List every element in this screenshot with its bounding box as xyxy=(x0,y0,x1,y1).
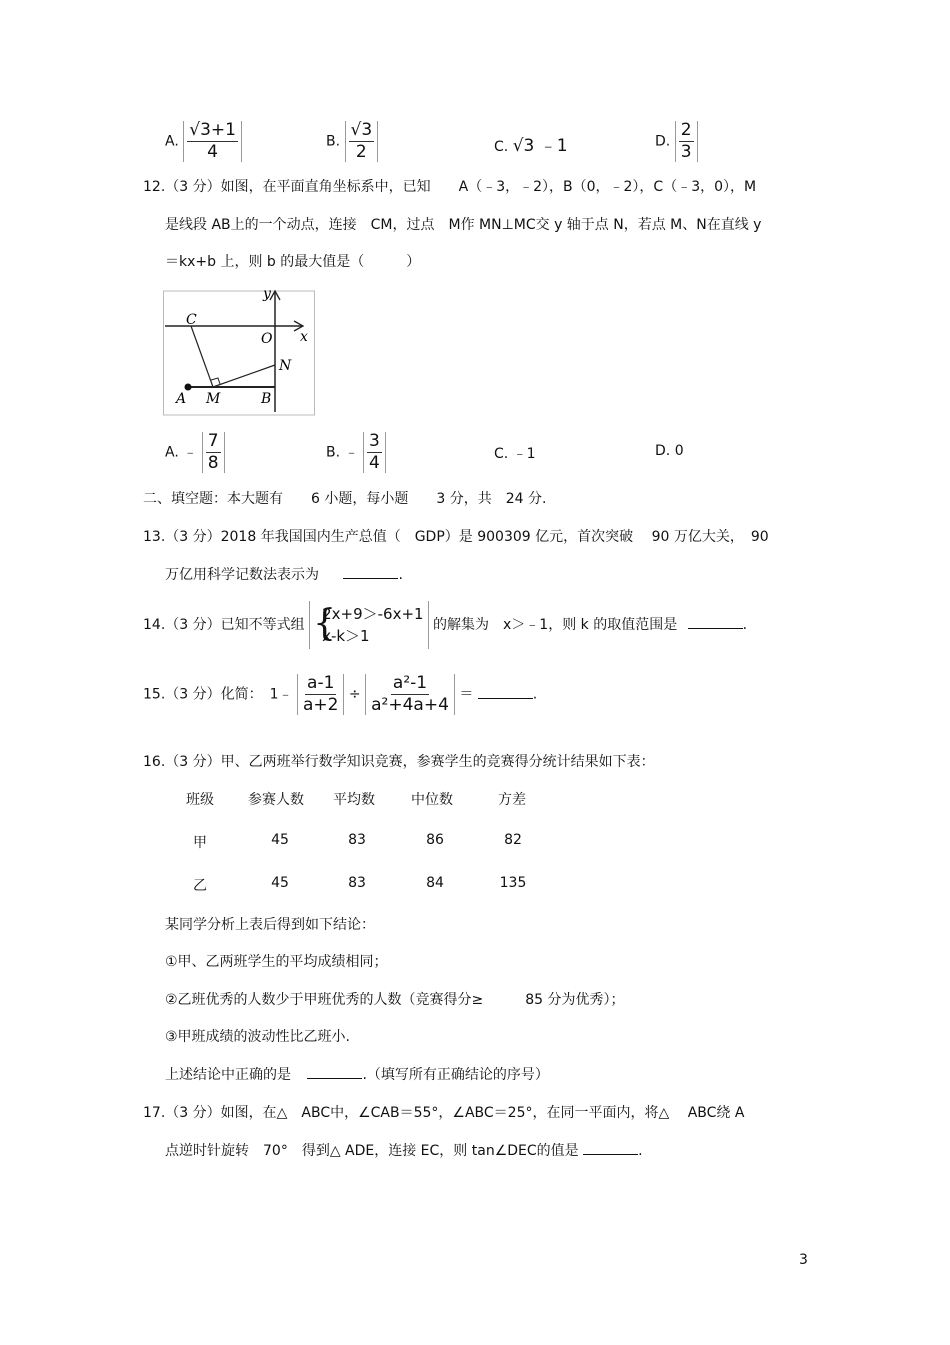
label-o: O xyxy=(261,331,273,347)
denominator: 4 xyxy=(207,142,218,162)
right-angle-mark xyxy=(211,378,220,384)
q12-option-b xyxy=(326,432,386,473)
segment-mn xyxy=(213,365,275,387)
numerator: 3 xyxy=(368,431,380,451)
label-a: A xyxy=(176,391,187,407)
q16-answer-prefix: 上述结论中正确的是 xyxy=(165,1067,291,1083)
q11-option-a xyxy=(165,121,242,162)
q11-option-b xyxy=(326,121,378,162)
label-y: y xyxy=(263,288,271,302)
inequality-system xyxy=(309,601,428,649)
label-b: B xyxy=(261,391,272,407)
q16-conclusion-1: ①甲、乙两班学生的平均成绩相同； xyxy=(165,954,388,970)
denominator: 8 xyxy=(207,453,219,473)
q13-text: 万亿用科学记数法表示为 xyxy=(165,567,319,583)
table-cell: 乙 xyxy=(193,878,207,894)
table-header: 方差 xyxy=(498,792,526,808)
denominator: 4 xyxy=(368,453,380,473)
table-cell: 86 xyxy=(426,832,444,848)
fraction xyxy=(202,432,225,473)
fraction xyxy=(183,121,242,162)
q12-option-c xyxy=(494,443,536,463)
q13-line2 xyxy=(165,564,403,584)
numerator: √3+1 xyxy=(189,120,236,140)
divide-sign: ÷ xyxy=(348,686,361,703)
denominator: 2 xyxy=(355,142,367,162)
table-cell: 82 xyxy=(504,832,522,848)
section-heading: 二、填空题：本大题有 6 小题，每小题 3 分，共 24 分. xyxy=(143,491,547,507)
equals-sign: ＝ xyxy=(459,686,474,703)
table-header: 平均数 xyxy=(333,792,375,808)
fraction xyxy=(297,674,344,715)
q16-conclusion-3: ③甲班成绩的波动性比乙班小. xyxy=(165,1029,351,1045)
fraction xyxy=(365,674,455,715)
figure-border xyxy=(164,291,315,415)
q14-suffix: 的解集为 x＞﹣1，则 k 的取值范围是 xyxy=(433,617,678,633)
numerator: 2 xyxy=(680,120,692,140)
label-c: C xyxy=(186,312,197,328)
q17-line1: 17.（3 分）如图，在△ ABC中，∠CAB＝55°，∠ABC＝25°，在同一平面内，将△ ABC绕 A xyxy=(143,1105,745,1121)
answer-blank xyxy=(343,564,398,579)
inequality-row: x-k＞1 xyxy=(322,627,370,645)
table-cell: 83 xyxy=(348,832,366,848)
table-cell: 45 xyxy=(271,875,289,891)
option-sign: ﹣ xyxy=(183,444,198,461)
q12-figure xyxy=(163,288,315,416)
option-text: ﹣1 xyxy=(512,446,536,462)
numerator: a²-1 xyxy=(392,673,428,693)
fraction xyxy=(675,121,698,162)
fraction xyxy=(345,121,379,162)
denominator: 3 xyxy=(680,142,692,162)
q13-line1: 13.（3 分）2018 年我国国内生产总值（ GDP）是 900309 亿元，首次突破 90 万亿大关， 90 xyxy=(143,529,769,545)
numerator: a-1 xyxy=(307,673,335,693)
q12-line3: ＝kx+b 上，则 b 的最大值是（ ） xyxy=(165,254,421,270)
fraction xyxy=(363,432,386,473)
q15-prefix: 15.（3 分）化简： 1﹣ xyxy=(143,686,293,703)
option-label: B. xyxy=(326,444,341,461)
brace-icon: { xyxy=(313,603,336,644)
denominator: a²+4a+4 xyxy=(371,695,449,715)
option-label: C. xyxy=(494,446,509,462)
option-label: D. xyxy=(655,443,671,459)
q12-line2: 是线段 AB上的一个动点，连接 CM，过点 M作 MN⊥MC交 y 轴于点 N，若点 M、N在直线 y xyxy=(165,217,762,233)
answer-blank xyxy=(307,1064,362,1079)
answer-blank xyxy=(478,684,533,699)
q13-period: . xyxy=(398,567,403,583)
table-header: 班级 xyxy=(186,792,214,808)
q12-option-d xyxy=(655,443,684,459)
table-cell: 45 xyxy=(271,832,289,848)
answer-blank xyxy=(583,1140,638,1155)
q16-answer-suffix: .（填写所有正确结论的序号） xyxy=(362,1067,549,1083)
denominator: a+2 xyxy=(302,695,339,715)
q12-line1: 12.（3 分）如图，在平面直角坐标系中，已知 A（﹣3，﹣2），B（0，﹣2），C（﹣3，0），M xyxy=(143,179,757,195)
numerator: 7 xyxy=(207,431,219,451)
page-number: 3 xyxy=(799,1252,808,1268)
table-cell: 84 xyxy=(426,875,444,891)
q16-analysis: 某同学分析上表后得到如下结论： xyxy=(165,917,375,933)
table-cell: 甲 xyxy=(193,835,207,851)
segment-cm xyxy=(191,326,213,387)
option-sign: ﹣ xyxy=(344,444,359,461)
option-label: A. xyxy=(165,444,179,461)
option-label: A. xyxy=(165,133,179,150)
q11-option-c xyxy=(494,131,568,156)
numerator: √3 xyxy=(350,120,373,140)
option-label: D. xyxy=(655,133,671,150)
q16-answer xyxy=(165,1064,549,1084)
table-header: 中位数 xyxy=(411,792,453,808)
inequality-row: 2x+9＞-6x+1 xyxy=(322,605,424,623)
q15-period: . xyxy=(532,686,538,703)
option-label: C. xyxy=(494,139,509,155)
point-a-dot xyxy=(185,384,192,391)
table-header: 参赛人数 xyxy=(248,792,304,808)
q12-option-a xyxy=(165,432,225,473)
table-cell: 83 xyxy=(348,875,366,891)
q14-prefix: 14.（3 分）已知不等式组 xyxy=(143,617,305,633)
answer-blank xyxy=(688,614,743,629)
q17-text: 点逆时针旋转 70° 得到△ ADE，连接 EC，则 tan∠DEC的值是 xyxy=(165,1143,579,1159)
q17-line2 xyxy=(165,1140,643,1160)
option-text: √3 ﹣1 xyxy=(512,136,568,156)
q16-conclusion-2: ②乙班优秀的人数少于甲班优秀的人数（竞赛得分≥ 85 分为优秀）； xyxy=(165,992,625,1008)
label-n: N xyxy=(279,358,292,374)
label-x: x xyxy=(300,329,308,345)
q14-period: . xyxy=(742,617,748,633)
option-label: B. xyxy=(326,133,341,150)
option-text: 0 xyxy=(674,443,684,459)
q16-intro: 16.（3 分）甲、乙两班举行数学知识竞赛，参赛学生的竞赛得分统计结果如下表： xyxy=(143,754,655,770)
q15 xyxy=(143,674,537,715)
q14 xyxy=(143,601,747,649)
q11-option-d xyxy=(655,121,698,162)
table-cell: 135 xyxy=(499,875,527,891)
label-m: M xyxy=(206,391,221,407)
q17-period: . xyxy=(638,1143,643,1159)
